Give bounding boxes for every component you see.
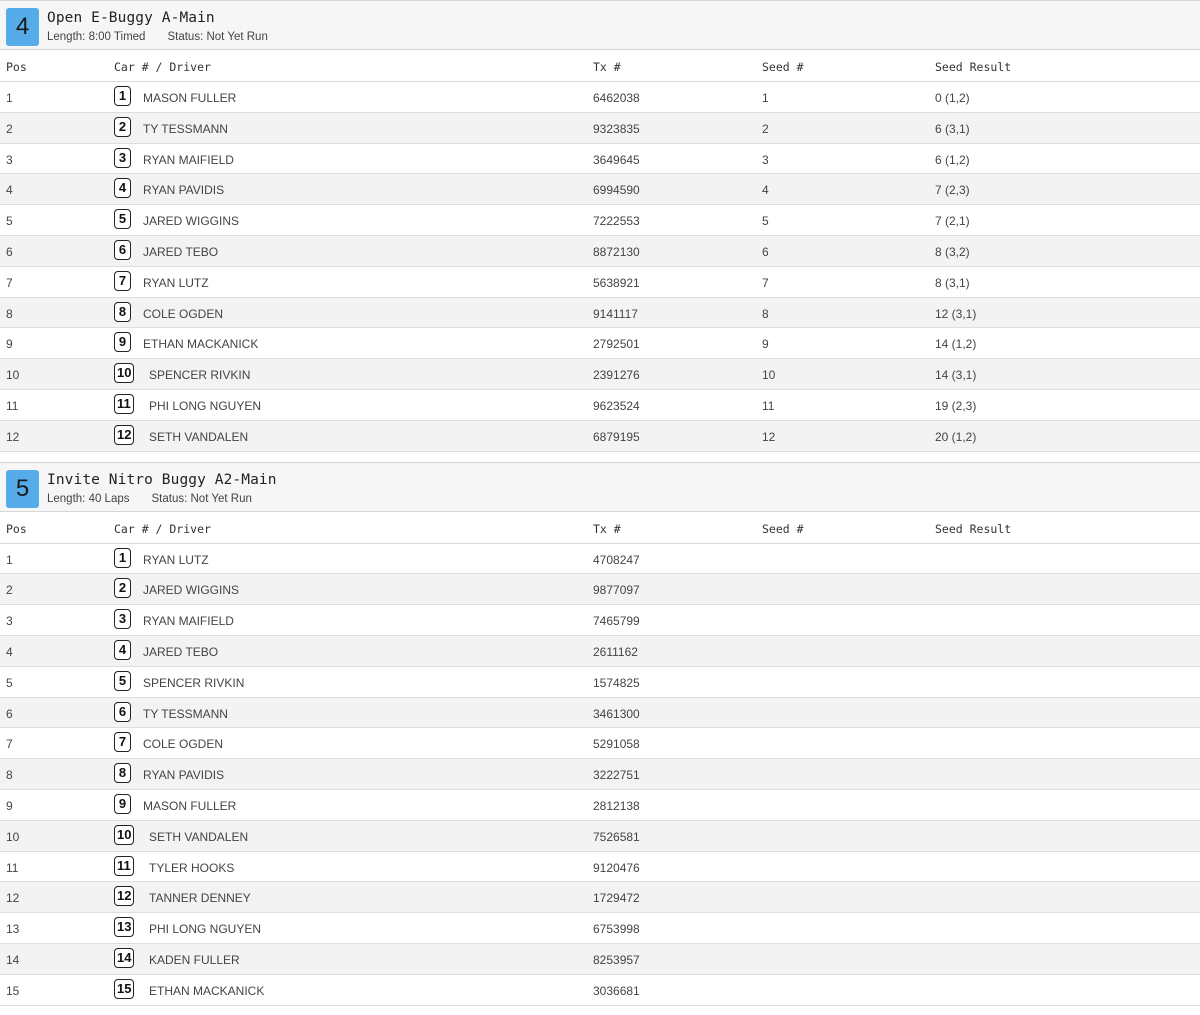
transponder-number: 9877097 bbox=[593, 583, 640, 598]
driver-name: RYAN LUTZ bbox=[143, 275, 209, 290]
transponder-number: 7526581 bbox=[593, 829, 640, 844]
driver-name: TYLER HOOKS bbox=[149, 860, 235, 875]
car-number-badge: 15 bbox=[114, 979, 134, 999]
table-row bbox=[0, 667, 1200, 698]
car-number-badge: 8 bbox=[114, 763, 131, 783]
race-block bbox=[0, 462, 1200, 1006]
transponder-number: 3222751 bbox=[593, 768, 640, 783]
table-body bbox=[0, 82, 1200, 452]
position: 15 bbox=[6, 983, 20, 998]
driver-name: PHI LONG NGUYEN bbox=[149, 922, 262, 937]
driver-name: COLE OGDEN bbox=[143, 306, 224, 321]
race-block bbox=[0, 0, 1200, 452]
seed-result: 6 (3,1) bbox=[935, 121, 970, 136]
table-row bbox=[0, 636, 1200, 667]
driver-name: SETH VANDALEN bbox=[149, 429, 249, 444]
seed-result: 0 (1,2) bbox=[935, 91, 970, 105]
seed-number: 12 bbox=[762, 429, 776, 444]
transponder-number: 6753998 bbox=[593, 922, 640, 937]
car-number-badge: 7 bbox=[114, 271, 131, 291]
car-number-badge: 4 bbox=[114, 640, 131, 660]
column-header-seed-result: Seed Result bbox=[935, 521, 1012, 536]
car-number-badge: 6 bbox=[114, 702, 131, 722]
seed-result: 7 (2,1) bbox=[935, 214, 970, 229]
transponder-number: 9120476 bbox=[593, 860, 640, 875]
table-row bbox=[0, 298, 1200, 329]
column-header-pos: Pos bbox=[6, 60, 27, 74]
table-row bbox=[0, 605, 1200, 636]
race-status: Status: Not Yet Run bbox=[167, 31, 268, 43]
race-length: Length: 40 Laps bbox=[47, 492, 130, 505]
position: 1 bbox=[6, 91, 13, 105]
driver-name: JARED WIGGINS bbox=[143, 583, 240, 598]
table-row bbox=[0, 821, 1200, 852]
column-header-seed: Seed # bbox=[762, 60, 804, 74]
car-number-badge: 11 bbox=[114, 394, 134, 414]
position: 2 bbox=[6, 121, 13, 136]
position: 6 bbox=[6, 244, 13, 259]
table-row bbox=[0, 82, 1200, 113]
table-row bbox=[0, 852, 1200, 883]
transponder-number: 7222553 bbox=[593, 214, 640, 229]
table-row bbox=[0, 174, 1200, 205]
race-number-badge: 4 bbox=[6, 8, 39, 46]
car-number-badge: 9 bbox=[114, 794, 131, 814]
position: 8 bbox=[6, 306, 13, 321]
position: 6 bbox=[6, 706, 13, 721]
transponder-number: 8872130 bbox=[593, 244, 640, 259]
position: 3 bbox=[6, 152, 13, 167]
seed-number: 4 bbox=[762, 183, 769, 198]
transponder-number: 1729472 bbox=[593, 891, 640, 906]
position: 11 bbox=[6, 398, 19, 413]
position: 4 bbox=[6, 183, 13, 198]
driver-name: RYAN PAVIDIS bbox=[143, 183, 225, 198]
transponder-number: 5291058 bbox=[593, 737, 640, 752]
table-row bbox=[0, 790, 1200, 821]
table-row bbox=[0, 698, 1200, 729]
position: 5 bbox=[6, 214, 13, 229]
table-row bbox=[0, 267, 1200, 298]
car-number-badge: 9 bbox=[114, 332, 131, 352]
car-number-badge: 12 bbox=[114, 886, 134, 906]
table-body bbox=[0, 544, 1200, 1006]
driver-name: SETH VANDALEN bbox=[149, 829, 249, 844]
transponder-number: 3036681 bbox=[593, 983, 640, 998]
seed-number: 10 bbox=[762, 368, 776, 383]
car-number-badge: 4 bbox=[114, 178, 131, 198]
race-header bbox=[0, 0, 1200, 50]
seed-number: 7 bbox=[762, 275, 769, 290]
column-header-row bbox=[0, 50, 1200, 82]
seed-result: 6 (1,2) bbox=[935, 152, 970, 167]
table-row bbox=[0, 328, 1200, 359]
table-row bbox=[0, 759, 1200, 790]
transponder-number: 6994590 bbox=[593, 183, 640, 198]
car-number-badge: 5 bbox=[114, 671, 131, 691]
transponder-number: 2611162 bbox=[593, 644, 638, 659]
seed-result: 12 (3,1) bbox=[935, 306, 977, 321]
position: 11 bbox=[6, 860, 19, 875]
position: 8 bbox=[6, 768, 13, 783]
car-number-badge: 10 bbox=[114, 363, 134, 383]
car-number-badge: 7 bbox=[114, 732, 131, 752]
seed-result: 14 (1,2) bbox=[935, 337, 977, 352]
transponder-number: 5638921 bbox=[593, 275, 640, 290]
column-header-tx: Tx # bbox=[593, 521, 621, 536]
transponder-number: 9141117 bbox=[593, 306, 638, 321]
car-number-badge: 1 bbox=[114, 548, 131, 568]
position: 5 bbox=[6, 675, 13, 690]
transponder-number: 3649645 bbox=[593, 152, 640, 167]
column-header-car-driver: Car # / Driver bbox=[114, 521, 211, 536]
transponder-number: 2812138 bbox=[593, 798, 640, 813]
position: 9 bbox=[6, 798, 13, 813]
seed-number: 11 bbox=[762, 398, 775, 413]
car-number-badge: 3 bbox=[114, 609, 131, 629]
seed-result: 8 (3,2) bbox=[935, 244, 970, 259]
position: 12 bbox=[6, 429, 20, 444]
driver-name: TY TESSMANN bbox=[143, 121, 228, 136]
car-number-badge: 10 bbox=[114, 825, 134, 845]
seed-number: 5 bbox=[762, 214, 769, 229]
transponder-number: 9323835 bbox=[593, 121, 640, 136]
seed-result: 14 (3,1) bbox=[935, 368, 977, 383]
position: 9 bbox=[6, 337, 13, 352]
car-number-badge: 5 bbox=[114, 209, 131, 229]
car-number-badge: 12 bbox=[114, 425, 134, 445]
seed-result: 8 (3,1) bbox=[935, 275, 970, 290]
table-row bbox=[0, 728, 1200, 759]
table-row bbox=[0, 359, 1200, 390]
position: 12 bbox=[6, 891, 20, 906]
transponder-number: 4708247 bbox=[593, 552, 640, 567]
position: 10 bbox=[6, 829, 20, 844]
driver-name: RYAN LUTZ bbox=[143, 552, 209, 567]
table-row bbox=[0, 390, 1200, 421]
driver-name: KADEN FULLER bbox=[149, 952, 240, 967]
table-row bbox=[0, 236, 1200, 267]
driver-name: SPENCER RIVKIN bbox=[143, 675, 245, 690]
driver-name: COLE OGDEN bbox=[143, 737, 224, 752]
driver-name: MASON FULLER bbox=[143, 798, 237, 813]
car-number-badge: 2 bbox=[114, 578, 131, 598]
table-row bbox=[0, 882, 1200, 913]
race-title: Invite Nitro Buggy A2-Main bbox=[47, 471, 277, 488]
car-number-badge: 13 bbox=[114, 917, 134, 937]
race-meta bbox=[47, 493, 252, 505]
table-row bbox=[0, 913, 1200, 944]
table-row bbox=[0, 544, 1200, 575]
car-number-badge: 6 bbox=[114, 240, 131, 260]
race-header bbox=[0, 462, 1200, 512]
driver-name: TANNER DENNEY bbox=[149, 891, 251, 906]
column-header-seed: Seed # bbox=[762, 521, 804, 536]
driver-name: TY TESSMANN bbox=[143, 706, 228, 721]
driver-name: RYAN MAIFIELD bbox=[143, 152, 234, 167]
transponder-number: 2792501 bbox=[593, 337, 640, 352]
car-number-badge: 11 bbox=[114, 856, 134, 876]
transponder-number: 6462038 bbox=[593, 91, 640, 105]
driver-name: PHI LONG NGUYEN bbox=[149, 398, 262, 413]
driver-name: MASON FULLER bbox=[143, 91, 237, 105]
position: 7 bbox=[6, 737, 13, 752]
position: 2 bbox=[6, 583, 13, 598]
table-row bbox=[0, 975, 1200, 1006]
column-header-row bbox=[0, 512, 1200, 544]
seed-result: 7 (2,3) bbox=[935, 183, 970, 198]
driver-name: JARED TEBO bbox=[143, 644, 219, 659]
seed-number: 9 bbox=[762, 337, 769, 352]
driver-name: ETHAN MACKANICK bbox=[149, 983, 265, 998]
position: 14 bbox=[6, 952, 20, 967]
driver-name: JARED TEBO bbox=[143, 244, 219, 259]
driver-name: JARED WIGGINS bbox=[143, 214, 240, 229]
seed-result: 19 (2,3) bbox=[935, 398, 977, 413]
position: 1 bbox=[6, 552, 13, 567]
race-spacer bbox=[0, 452, 1200, 462]
transponder-number: 2391276 bbox=[593, 368, 640, 383]
seed-number: 6 bbox=[762, 244, 769, 259]
position: 7 bbox=[6, 275, 13, 290]
driver-name: SPENCER RIVKIN bbox=[149, 368, 251, 383]
position: 10 bbox=[6, 368, 20, 383]
table-row bbox=[0, 205, 1200, 236]
position: 3 bbox=[6, 614, 13, 629]
race-number-badge: 5 bbox=[6, 470, 39, 508]
car-number-badge: 14 bbox=[114, 948, 134, 968]
transponder-number: 3461300 bbox=[593, 706, 640, 721]
position: 13 bbox=[6, 922, 20, 937]
transponder-number: 1574825 bbox=[593, 675, 640, 690]
seed-number: 8 bbox=[762, 306, 769, 321]
race-status: Status: Not Yet Run bbox=[151, 492, 252, 505]
transponder-number: 7465799 bbox=[593, 614, 640, 629]
car-number-badge: 3 bbox=[114, 148, 131, 168]
transponder-number: 9623524 bbox=[593, 398, 640, 413]
table-row bbox=[0, 144, 1200, 175]
transponder-number: 8253957 bbox=[593, 952, 640, 967]
table-row bbox=[0, 113, 1200, 144]
race-length: Length: 8:00 Timed bbox=[47, 31, 146, 43]
column-header-seed-result: Seed Result bbox=[935, 60, 1012, 74]
car-number-badge: 1 bbox=[114, 86, 131, 106]
column-header-pos: Pos bbox=[6, 521, 27, 536]
seed-number: 3 bbox=[762, 152, 769, 167]
driver-name: RYAN PAVIDIS bbox=[143, 768, 225, 783]
race-title: Open E-Buggy A-Main bbox=[47, 10, 215, 26]
table-row bbox=[0, 944, 1200, 975]
table-row bbox=[0, 421, 1200, 452]
transponder-number: 6879195 bbox=[593, 429, 640, 444]
table-row bbox=[0, 574, 1200, 605]
column-header-tx: Tx # bbox=[593, 60, 621, 74]
race-meta bbox=[47, 31, 268, 43]
column-header-car-driver: Car # / Driver bbox=[114, 60, 211, 74]
seed-result: 20 (1,2) bbox=[935, 429, 977, 444]
position: 4 bbox=[6, 644, 13, 659]
car-number-badge: 8 bbox=[114, 302, 131, 322]
seed-number: 2 bbox=[762, 121, 769, 136]
driver-name: RYAN MAIFIELD bbox=[143, 614, 234, 629]
driver-name: ETHAN MACKANICK bbox=[143, 337, 259, 352]
seed-number: 1 bbox=[762, 91, 769, 105]
car-number-badge: 2 bbox=[114, 117, 131, 137]
